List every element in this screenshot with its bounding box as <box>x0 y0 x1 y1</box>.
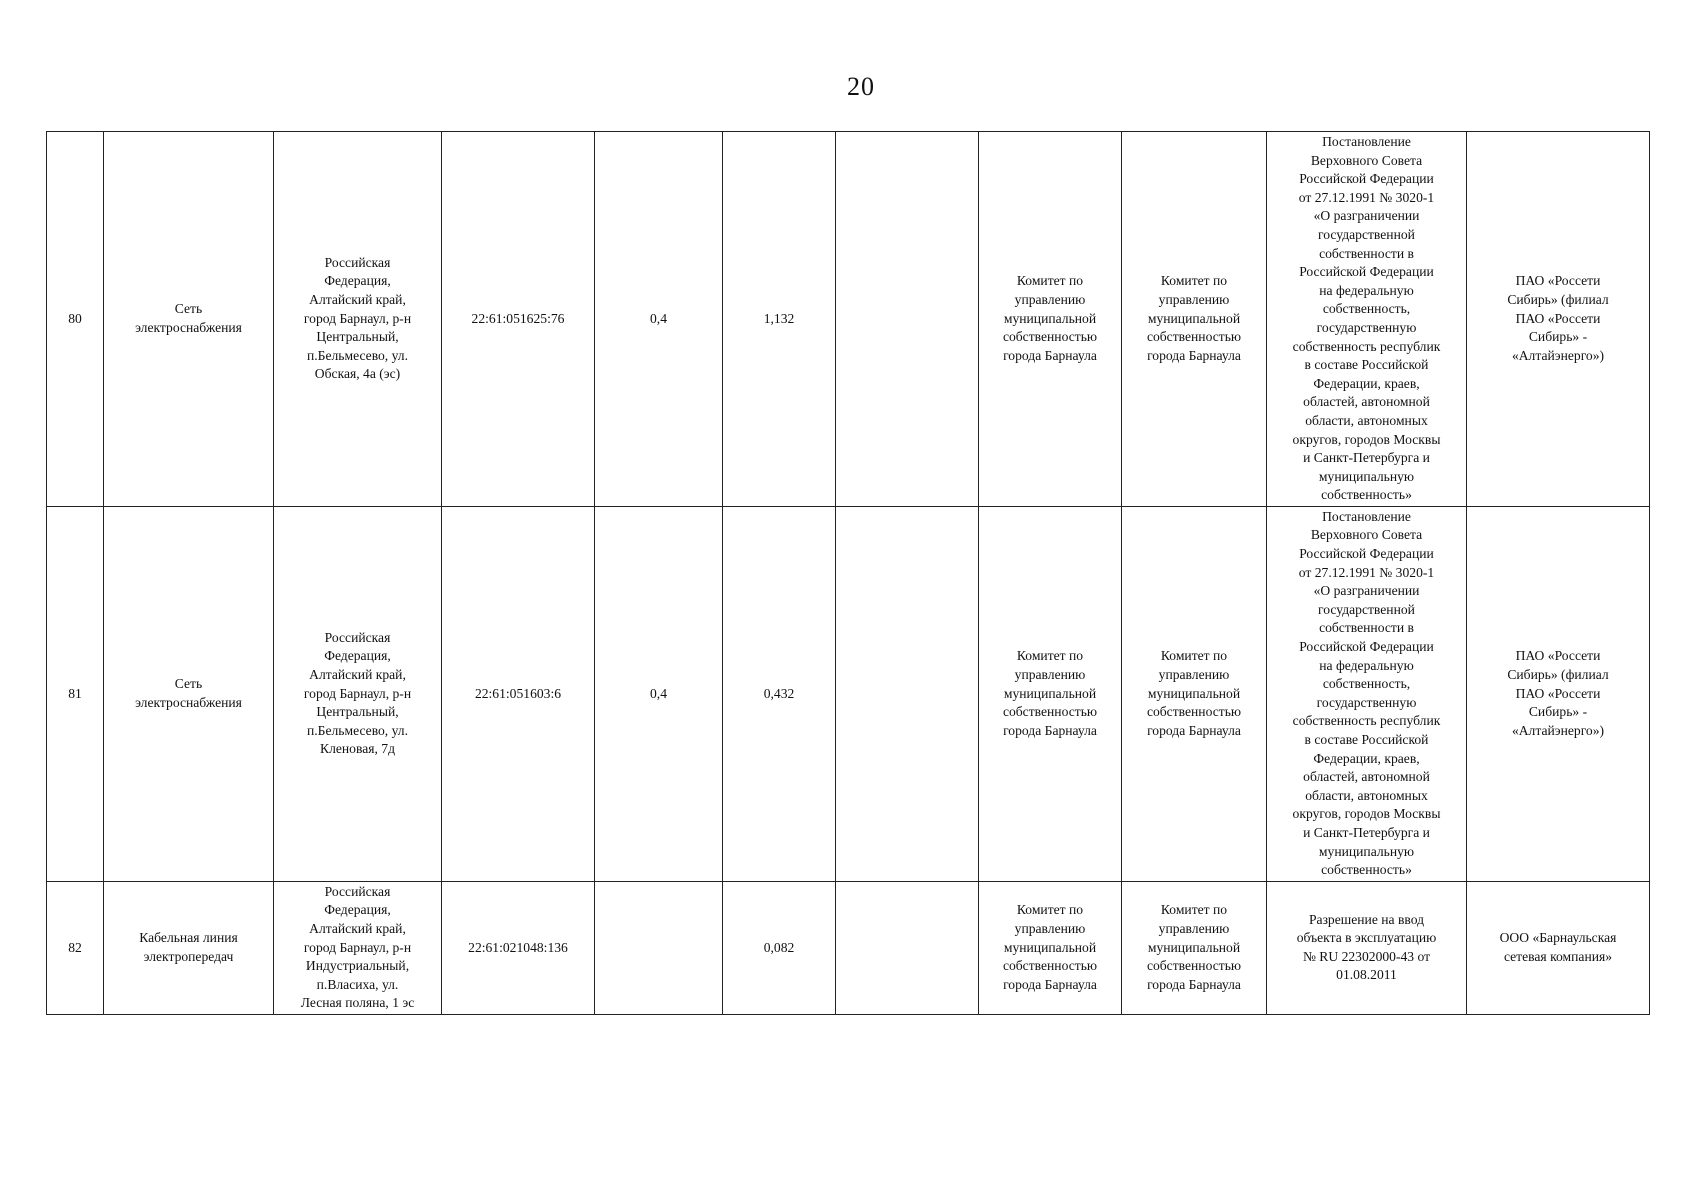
page-number: 20 <box>847 72 875 101</box>
object-name-cell: Кабельная линия электропередач <box>104 881 274 1014</box>
address-cell: Российская Федерация, Алтайский край, город Барнаул, р-н Центральный, п.Бельмесево, ул. Кленовая, 7д <box>274 506 442 881</box>
operator-cell: ПАО «Россети Сибирь» (филиал ПАО «Россети Сибирь» - «Алтайэнерго») <box>1467 132 1650 507</box>
owner-cell: Комитет по управлению муниципальной собственностью города Барнаула <box>1122 132 1267 507</box>
basis-cell: Постановление Верховного Совета Российской Федерации от 27.12.1991 № 3020-1 «О разграничении государственной собственности в Российской Федерации на федеральную собственность, государственную собственность республик в составе Российской Федерации, краев, областей, автономной области, автономных округов, городов Москвы и Санкт-Петербурга и муниципальную собственность» <box>1267 506 1467 881</box>
holder-cell: Комитет по управлению муниципальной собственностью города Барнаула <box>979 506 1122 881</box>
operator-cell: ПАО «Россети Сибирь» (филиал ПАО «Россети Сибирь» - «Алтайэнерго») <box>1467 506 1650 881</box>
table-row <box>47 506 1650 881</box>
length-cell: 1,132 <box>723 132 836 507</box>
property-registry-table <box>46 131 1650 1015</box>
table-row <box>47 881 1650 1014</box>
row-number-cell: 81 <box>47 506 104 881</box>
voltage-cell: 0,4 <box>595 506 723 881</box>
length-cell: 0,432 <box>723 506 836 881</box>
object-name-cell: Сеть электроснабжения <box>104 132 274 507</box>
length-cell: 0,082 <box>723 881 836 1014</box>
empty-cell <box>836 506 979 881</box>
operator-cell: ООО «Барнаульская сетевая компания» <box>1467 881 1650 1014</box>
row-number-cell: 82 <box>47 881 104 1014</box>
cadastral-number-cell: 22:61:021048:136 <box>442 881 595 1014</box>
voltage-cell: 0,4 <box>595 132 723 507</box>
cadastral-number-cell: 22:61:051625:76 <box>442 132 595 507</box>
table-row <box>47 132 1650 507</box>
holder-cell: Комитет по управлению муниципальной собственностью города Барнаула <box>979 132 1122 507</box>
basis-cell: Разрешение на ввод объекта в эксплуатацию № RU 22302000-43 от 01.08.2011 <box>1267 881 1467 1014</box>
address-cell: Российская Федерация, Алтайский край, город Барнаул, р-н Центральный, п.Бельмесево, ул. Обская, 4а (эс) <box>274 132 442 507</box>
row-number-cell: 80 <box>47 132 104 507</box>
basis-cell: Постановление Верховного Совета Российской Федерации от 27.12.1991 № 3020-1 «О разграничении государственной собственности в Российской Федерации на федеральную собственность, государственную собственность республик в составе Российской Федерации, краев, областей, автономной области, автономных округов, городов Москвы и Санкт-Петербурга и муниципальную собственность» <box>1267 132 1467 507</box>
object-name-cell: Сеть электроснабжения <box>104 506 274 881</box>
owner-cell: Комитет по управлению муниципальной собственностью города Барнаула <box>1122 881 1267 1014</box>
empty-cell <box>836 881 979 1014</box>
voltage-cell <box>595 881 723 1014</box>
cadastral-number-cell: 22:61:051603:6 <box>442 506 595 881</box>
owner-cell: Комитет по управлению муниципальной собственностью города Барнаула <box>1122 506 1267 881</box>
holder-cell: Комитет по управлению муниципальной собственностью города Барнаула <box>979 881 1122 1014</box>
empty-cell <box>836 132 979 507</box>
address-cell: Российская Федерация, Алтайский край, город Барнаул, р-н Индустриальный, п.Власиха, ул. Лесная поляна, 1 эс <box>274 881 442 1014</box>
